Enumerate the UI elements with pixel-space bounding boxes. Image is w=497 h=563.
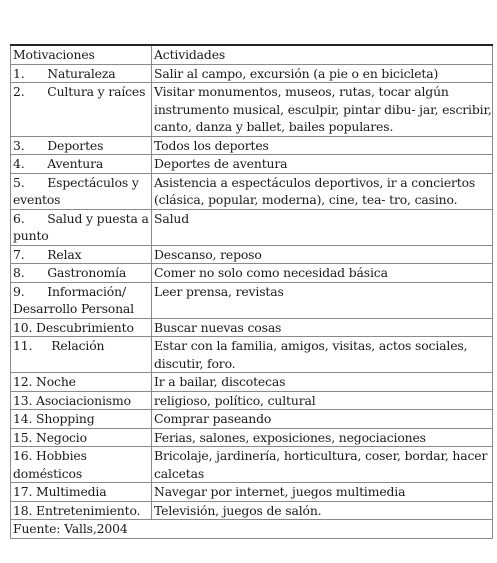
table-row — [11, 155, 493, 174]
table-row — [11, 373, 493, 392]
actividad-cell: Descanso, reposo — [152, 245, 493, 264]
motivacion-cell: 16. Hobbies domésticos — [11, 447, 152, 483]
table-row — [11, 428, 493, 447]
table-body — [11, 45, 493, 538]
motivacion-cell: 7. Relax — [11, 245, 152, 264]
actividad-cell: Televisión, juegos de salón. — [152, 501, 493, 520]
actividad-cell: Ferias, salones, exposiciones, negociaciones — [152, 428, 493, 447]
actividad-cell: Estar con la familia, amigos, visitas, actos sociales, discutir, foro. — [152, 337, 493, 373]
table-row — [11, 173, 493, 209]
motivacion-cell: 18. Entretenimiento. — [11, 501, 152, 520]
actividad-cell: Buscar nuevas cosas — [152, 318, 493, 337]
table-row — [11, 318, 493, 337]
table-row — [11, 483, 493, 502]
header-motivaciones: Motivaciones — [11, 45, 152, 64]
table-row — [11, 264, 493, 283]
table-row — [11, 410, 493, 429]
motivacion-cell: 3. Deportes — [11, 136, 152, 155]
actividad-cell: Bricolaje, jardinería, horticultura, coser, bordar, hacer calcetas — [152, 447, 493, 483]
motivacion-cell: 14. Shopping — [11, 410, 152, 429]
header-actividades: Actividades — [152, 45, 493, 64]
table-row — [11, 136, 493, 155]
table-row — [11, 282, 493, 318]
actividad-cell: Salir al campo, excursión (a pie o en bicicleta) — [152, 64, 493, 83]
table-row — [11, 209, 493, 245]
actividad-cell: Leer prensa, revistas — [152, 282, 493, 318]
table-row — [11, 64, 493, 83]
actividad-cell: Salud — [152, 209, 493, 245]
actividad-cell: Todos los deportes — [152, 136, 493, 155]
motivacion-cell: 12. Noche — [11, 373, 152, 392]
motivacion-cell: 2. Cultura y raíces — [11, 83, 152, 137]
table-row — [11, 447, 493, 483]
motivacion-cell: 15. Negocio — [11, 428, 152, 447]
table-row — [11, 391, 493, 410]
motivacion-cell: 9. Información/ Desarrollo Personal — [11, 282, 152, 318]
motivacion-cell: 10. Descubrimiento — [11, 318, 152, 337]
header-row — [11, 45, 493, 64]
motivacion-cell: 5. Espectáculos y eventos — [11, 173, 152, 209]
source-note: Fuente: Valls,2004 — [11, 520, 493, 539]
actividad-cell: Comer no solo como necesidad básica — [152, 264, 493, 283]
source-row — [11, 520, 493, 539]
actividad-cell: Asistencia a espectáculos deportivos, ir a conciertos (clásica, popular, moderna), cine, tea- tro, casino. — [152, 173, 493, 209]
actividad-cell: Deportes de aventura — [152, 155, 493, 174]
motivations-table — [10, 44, 493, 539]
motivacion-cell: 6. Salud y puesta a punto — [11, 209, 152, 245]
table-row — [11, 83, 493, 137]
motivacion-cell: 8. Gastronomía — [11, 264, 152, 283]
actividad-cell: Comprar paseando — [152, 410, 493, 429]
motivacion-cell: 13. Asociacionismo — [11, 391, 152, 410]
motivacion-cell: 4. Aventura — [11, 155, 152, 174]
actividad-cell: Visitar monumentos, museos, rutas, tocar algún instrumento musical, esculpir, pintar dibu- jar, escribir, canto, danza y ballet, bailes populares. — [152, 83, 493, 137]
actividad-cell: Navegar por internet, juegos multimedia — [152, 483, 493, 502]
table-row — [11, 245, 493, 264]
motivacion-cell: 11. Relación — [11, 337, 152, 373]
actividad-cell: Ir a bailar, discotecas — [152, 373, 493, 392]
table-row — [11, 337, 493, 373]
table-row — [11, 501, 493, 520]
actividad-cell: religioso, político, cultural — [152, 391, 493, 410]
motivacion-cell: 17. Multimedia — [11, 483, 152, 502]
motivacion-cell: 1. Naturaleza — [11, 64, 152, 83]
